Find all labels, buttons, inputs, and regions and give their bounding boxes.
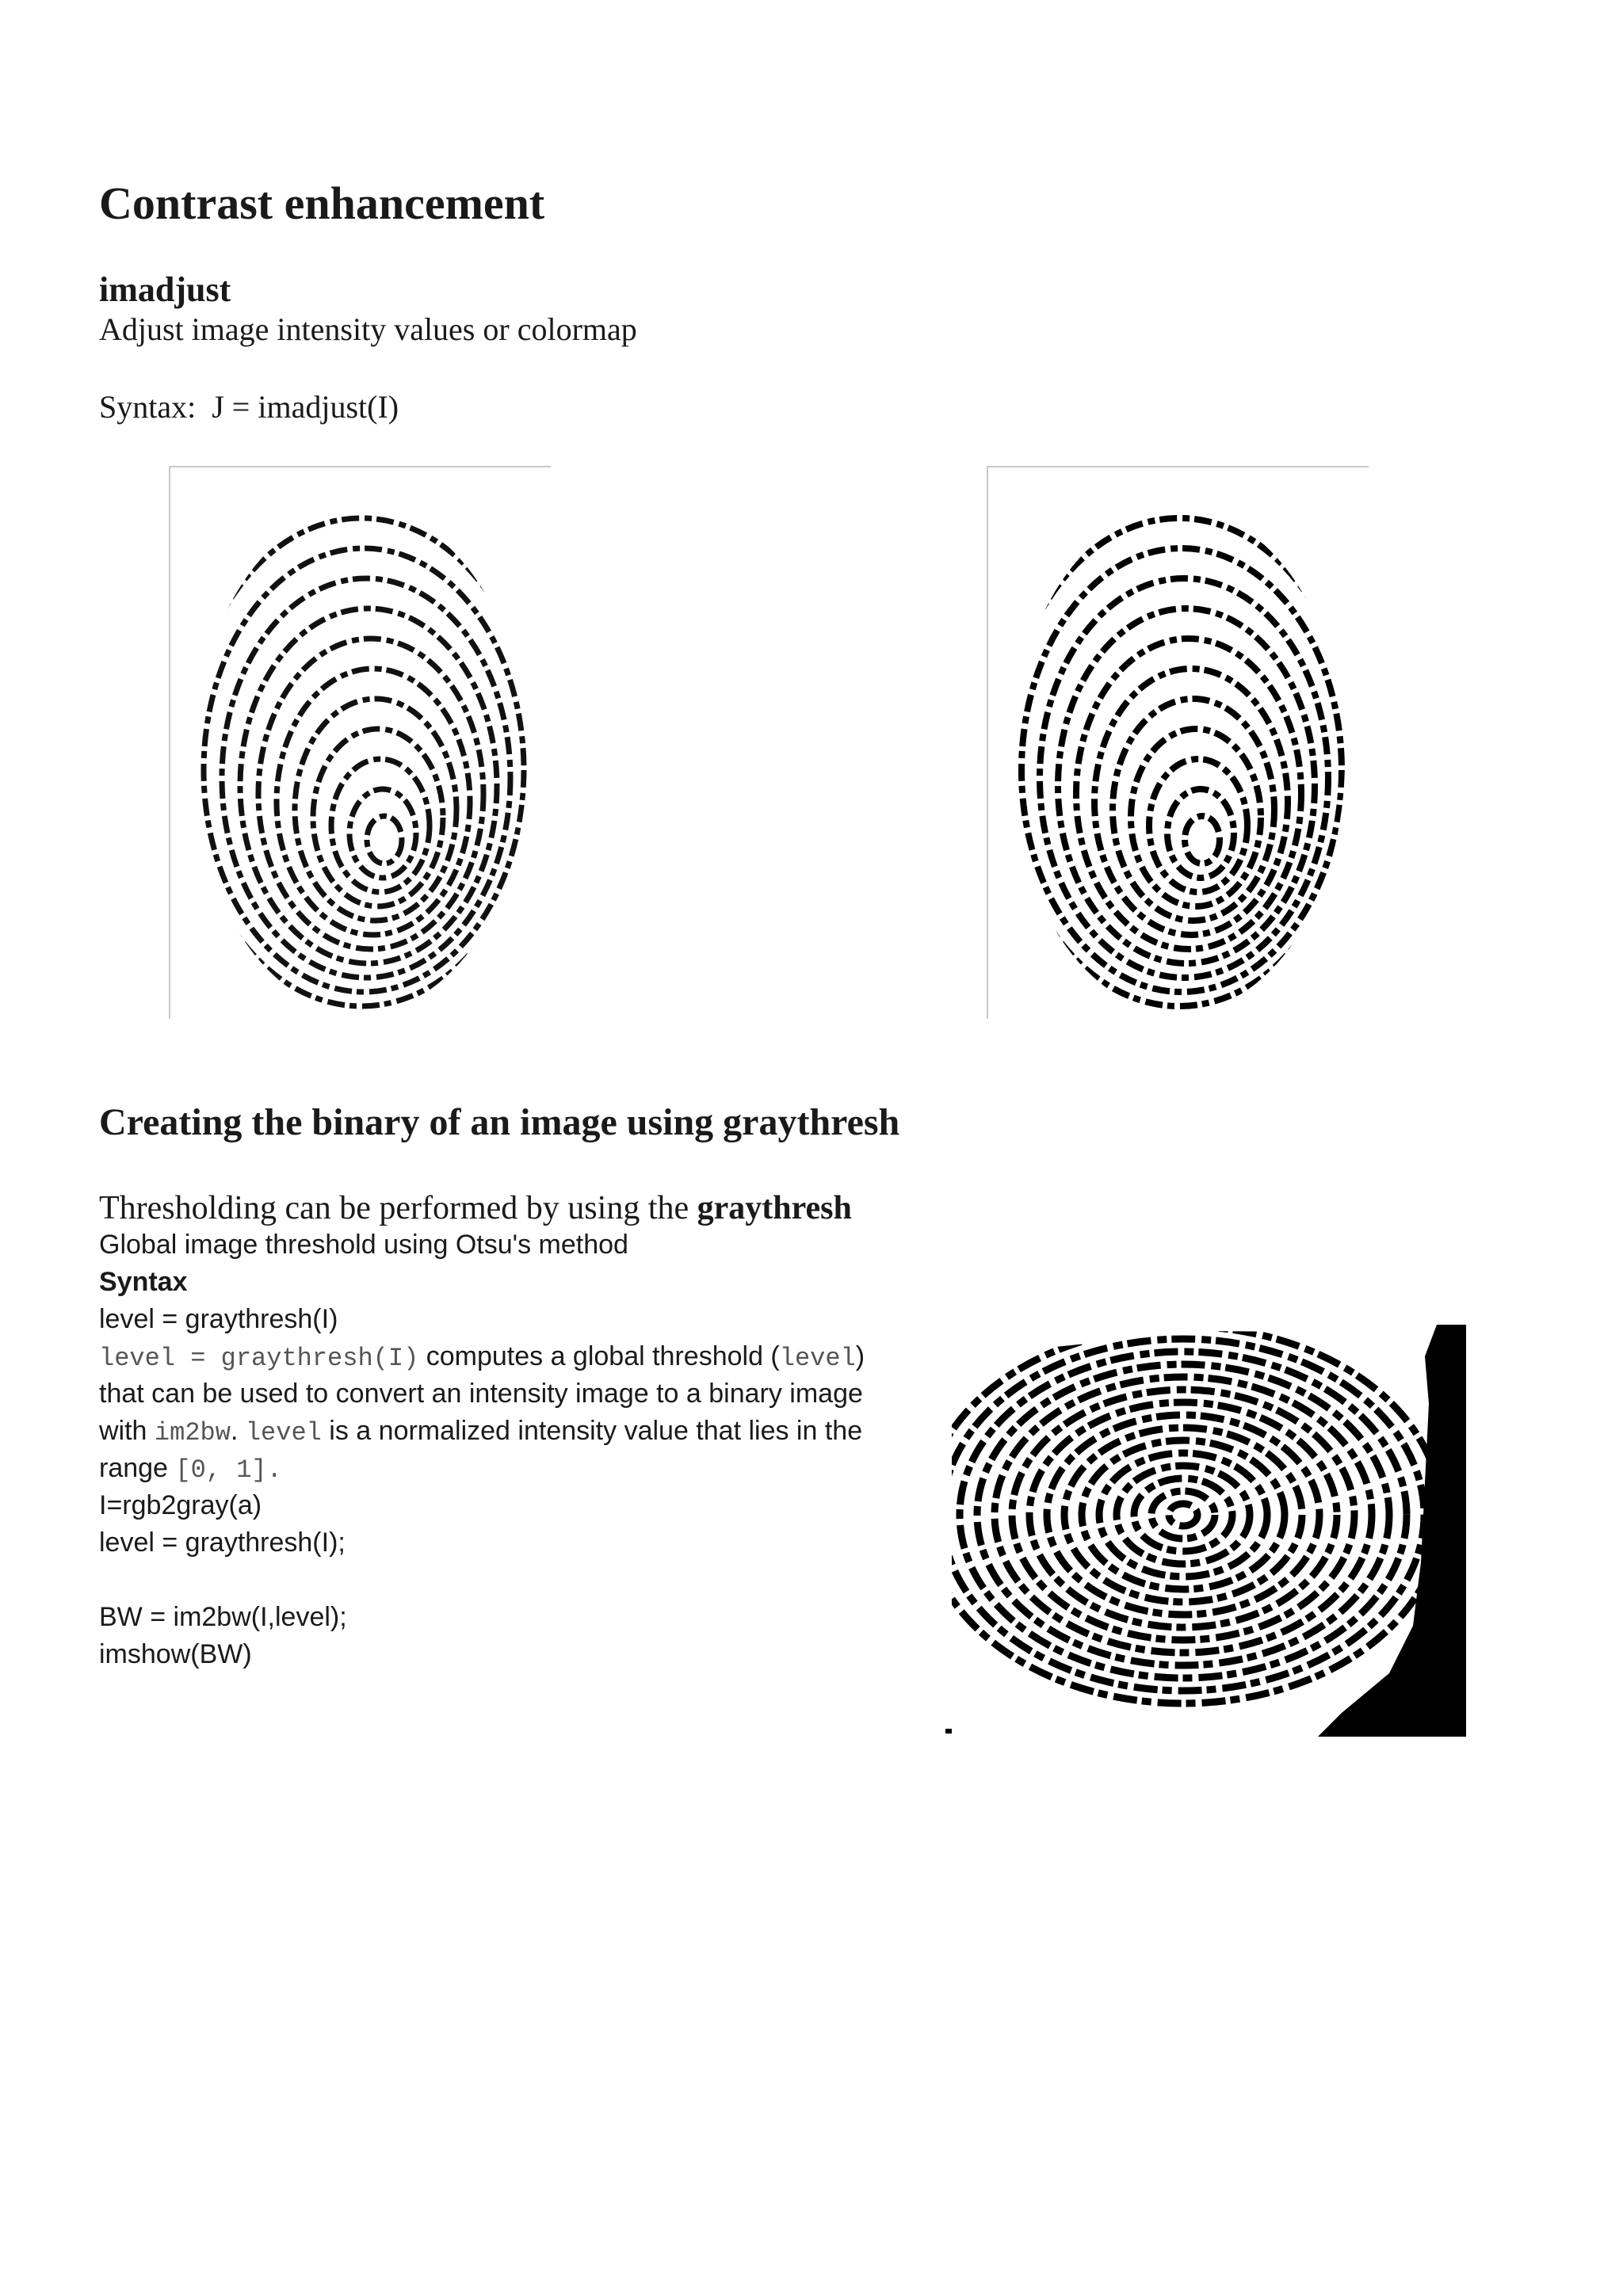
section-title-graythresh: Creating the binary of an image using graythresh	[99, 1101, 900, 1143]
syntax-label: Syntax	[99, 1267, 188, 1297]
intro-paragraph	[99, 1188, 852, 1228]
explanation-with: with	[99, 1416, 155, 1446]
code-level-2: level	[245, 1418, 322, 1447]
fingerprint-original-image	[169, 466, 551, 1019]
explanation-dot: .	[230, 1416, 246, 1446]
section-title-contrast: Contrast enhancement	[99, 177, 545, 229]
graythresh-description: Global image threshold using Otsu's method	[99, 1230, 628, 1260]
fingerprint-adjusted-graphic	[988, 467, 1369, 1019]
explanation-text-4: is a normalized intensity value that lies in the	[321, 1416, 863, 1446]
explanation-line-3	[99, 1413, 862, 1451]
intro-text: Thresholding can be performed by using the	[99, 1190, 697, 1226]
explanation-line-2: that can be used to convert an intensity image to a binary image	[99, 1379, 863, 1409]
explanation-text-1: computes a global threshold (	[418, 1341, 780, 1371]
code-line-imshow: imshow(BW)	[99, 1639, 252, 1669]
explanation-period: .	[266, 1455, 282, 1485]
code-line-rgb2gray: I=rgb2gray(a)	[99, 1490, 262, 1520]
syntax-line: Syntax: J = imadjust(I)	[99, 389, 399, 425]
explanation-line-4	[99, 1450, 282, 1489]
explanation-paren: )	[855, 1341, 865, 1371]
code-im2bw: im2bw	[154, 1418, 231, 1447]
fingerprint-adjusted-image	[987, 466, 1369, 1019]
syntax-code-line: level = graythresh(I)	[99, 1304, 338, 1334]
code-level: level	[779, 1344, 856, 1373]
explanation-range: range	[99, 1453, 176, 1483]
function-description: Adjust image intensity values or colormap	[99, 311, 637, 347]
fingerprint-binary-graphic	[945, 1325, 1466, 1737]
code-line-im2bw: BW = im2bw(I,level);	[99, 1602, 347, 1632]
intro-bold-keyword: graythresh	[697, 1190, 852, 1226]
function-name: imadjust	[99, 270, 231, 309]
fingerprint-original-graphic	[170, 467, 551, 1019]
explanation-line-1	[99, 1338, 865, 1377]
code-level-graythresh: level = graythresh(I)	[99, 1344, 419, 1373]
code-line-graythresh: level = graythresh(I);	[99, 1527, 346, 1558]
code-range: [0, 1]	[175, 1455, 267, 1485]
fingerprint-binary-image	[945, 1325, 1466, 1737]
